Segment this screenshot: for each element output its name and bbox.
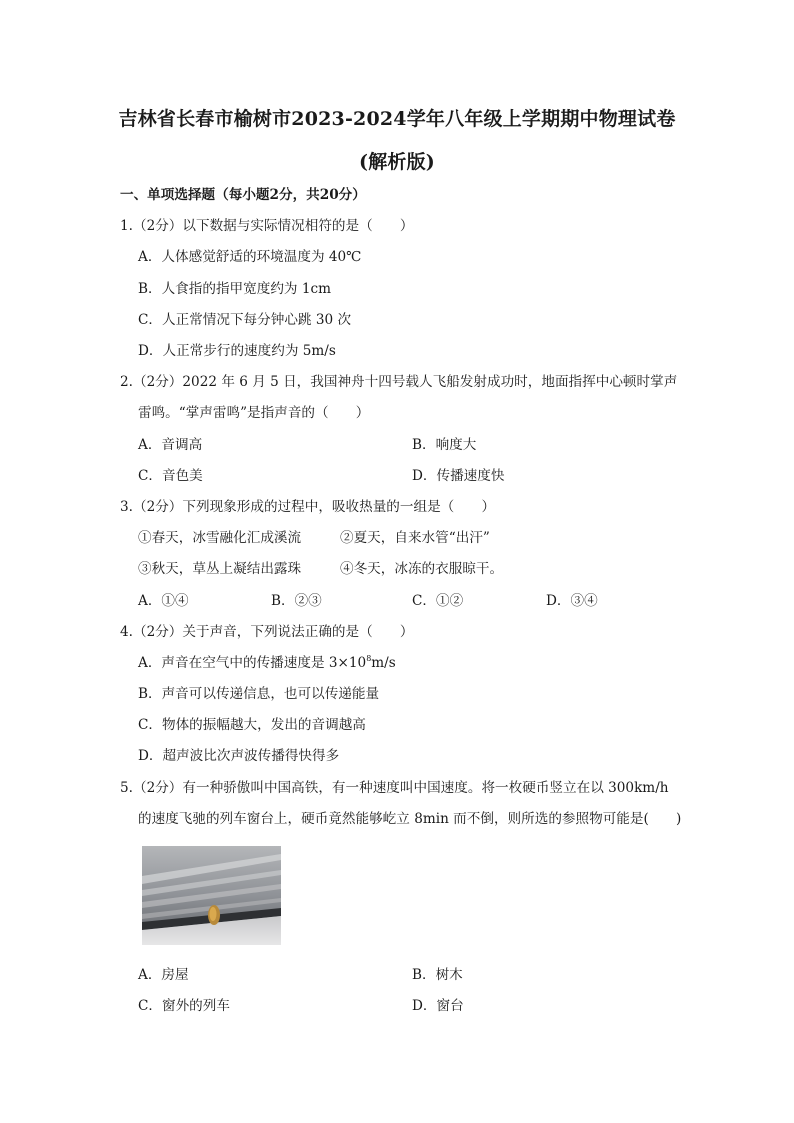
q3-option-b: B．②③ xyxy=(271,593,322,609)
document-title: 吉林省长春市榆树市2023-2024学年八年级上学期期中物理试卷 xyxy=(118,108,676,130)
section-heading: 一、单项选择题（每小题2分，共20分） xyxy=(120,187,366,203)
q3-item-4: ④冬天，冰冻的衣服晾干。 xyxy=(340,561,504,577)
q3-item-3: ③秋天，草丛上凝结出露珠 xyxy=(138,561,302,577)
q2-option-b: B．响度大 xyxy=(412,437,477,453)
q3-stem: 3.（2分）下列现象形成的过程中，吸收热量的一组是（ ） xyxy=(120,499,496,515)
q5-option-a: A．房屋 xyxy=(138,967,189,983)
q2-option-a: A．音调高 xyxy=(138,437,203,453)
q4-option-a: A．声音在空气中的传播速度是 $3\times 10^8m/s$ xyxy=(138,654,396,671)
q4-stem: 4.（2分）关于声音，下列说法正确的是（ ） xyxy=(120,624,414,640)
q3-option-c: C．①② xyxy=(412,593,464,609)
q3-item-2: ②夏天，自来水管“出汗” xyxy=(340,530,490,546)
q1-option-d: D．人正常步行的速度约为 5m/s xyxy=(138,343,336,359)
q3-option-d: D．③④ xyxy=(546,593,598,609)
q4-option-d: D．超声波比次声波传播得快得多 xyxy=(138,748,340,764)
q4-option-c: C．物体的振幅越大，发出的音调越高 xyxy=(138,717,366,733)
q3-item-1: ①春天，冰雪融化汇成溪流 xyxy=(138,530,302,546)
q1-option-a: A．人体感觉舒适的环境温度为 40℃ xyxy=(138,249,362,265)
q5-option-d: D．窗台 xyxy=(412,998,464,1014)
q5-option-c: C．窗外的列车 xyxy=(138,998,230,1014)
q5-stem-line2: 的速度飞驰的列车窗台上，硬币竟然能够屹立 8min 而不倒，则所选的参照物可能是( ) xyxy=(138,811,682,827)
q2-stem-line2: 雷鸣。“掌声雷鸣”是指声音的（ ） xyxy=(138,405,370,421)
q1-option-b: B．人食指的指甲宽度约为 1cm xyxy=(138,281,331,297)
train-window-coin-photo xyxy=(142,846,281,945)
q1-stem: 1.（2分）以下数据与实际情况相符的是（ ） xyxy=(120,218,414,234)
q5-option-b: B．树木 xyxy=(412,967,463,983)
q4-option-b: B．声音可以传递信息，也可以传递能量 xyxy=(138,686,380,702)
q1-option-c: C．人正常情况下每分钟心跳 30 次 xyxy=(138,312,352,328)
q2-option-d: D．传播速度快 xyxy=(412,468,505,484)
q2-option-c: C．音色美 xyxy=(138,468,203,484)
q3-option-a: A．①④ xyxy=(138,593,189,609)
q5-stem-line1: 5.（2分）有一种骄傲叫中国高铁，有一种速度叫中国速度。将一枚硬币竖立在以 300km/h xyxy=(120,780,669,796)
document-subtitle: (解析版) xyxy=(359,151,435,173)
q2-stem-line1: 2.（2分）2022 年 6 月 5 日，我国神舟十四号载人飞船发射成功时，地面指挥中心顿时掌声 xyxy=(120,374,678,390)
